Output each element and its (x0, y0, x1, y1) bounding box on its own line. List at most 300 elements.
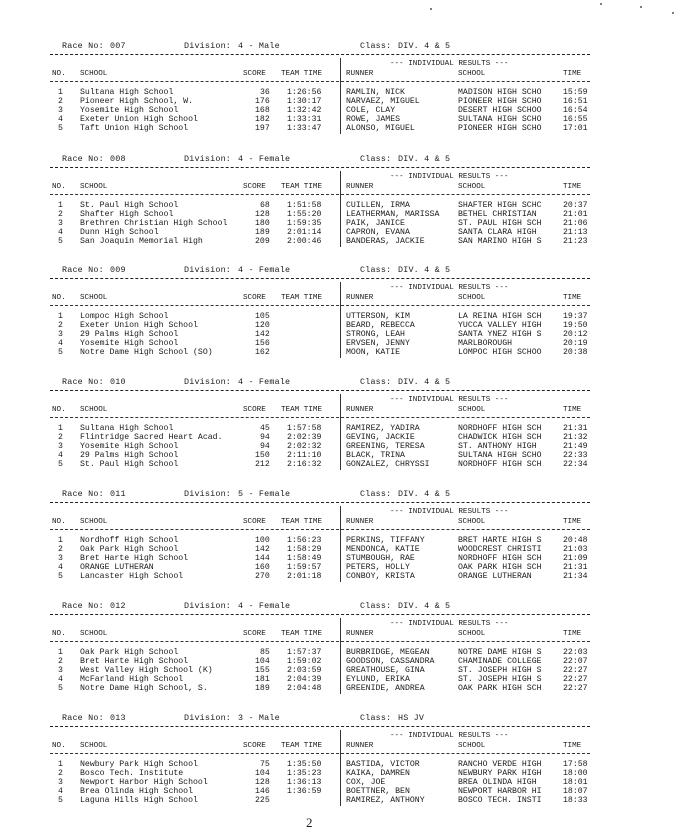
runner-school: NEWPORT HARBOR HI (458, 787, 542, 796)
col-team-time: TEAM TIME (281, 630, 323, 638)
col-runner-school: SCHOOL (458, 183, 486, 191)
col-runner-school: SCHOOL (458, 70, 486, 78)
team-time: 1:51:58 (287, 201, 322, 210)
race-no-label: Race No: (62, 489, 104, 499)
col-school: SCHOOL (80, 742, 108, 750)
score: 68 (260, 201, 270, 210)
place: 2 (58, 210, 63, 219)
score: 146 (255, 787, 270, 796)
division-label: Division: (184, 154, 232, 164)
place: 1 (58, 312, 63, 321)
runner-time: 20:12 (563, 330, 588, 339)
scan-speck (430, 8, 432, 10)
table-row (0, 545, 691, 554)
class-value: DIV. 4 & 5 (398, 154, 451, 164)
team-school: Notre Dame High School, S. (80, 684, 208, 693)
class-value: DIV. 4 & 5 (398, 377, 451, 387)
individual-results-title: --- INDIVIDUAL RESULTS --- (390, 508, 509, 516)
team-time: 2:03:59 (287, 666, 322, 675)
runner-time: 16:51 (563, 97, 588, 106)
score: 104 (255, 769, 270, 778)
class-label: Class: (360, 489, 392, 499)
runner: BANDERAS, JACKIE (346, 237, 425, 246)
team-school: Exeter Union High School (80, 115, 198, 124)
runner-school: YUCCA VALLEY HIGH (458, 321, 542, 330)
table-row (0, 787, 691, 796)
runner-time: 21:49 (563, 442, 588, 451)
col-time: TIME (563, 294, 582, 302)
place: 1 (58, 201, 63, 210)
place: 1 (58, 760, 63, 769)
place: 5 (58, 796, 63, 805)
class-label: Class: (360, 713, 392, 723)
score: 176 (255, 97, 270, 106)
runner-time: 22:27 (563, 675, 588, 684)
team-time: 1:58:29 (287, 545, 322, 554)
table-row (0, 666, 691, 675)
score: 156 (255, 339, 270, 348)
race-no-value: 011 (110, 489, 126, 499)
table-row (0, 769, 691, 778)
race-block (0, 40, 691, 150)
runner-time: 21:23 (563, 237, 588, 246)
place: 5 (58, 460, 63, 469)
col-score: SCORE (243, 406, 266, 414)
score: 270 (255, 572, 270, 581)
team-school: Lancaster High School (80, 572, 184, 581)
runner-school: LA REINA HIGH SCH (458, 312, 542, 321)
place: 4 (58, 563, 63, 572)
col-time: TIME (563, 630, 582, 638)
runner-time: 18:07 (563, 787, 588, 796)
race-no-value: 010 (110, 377, 126, 387)
runner: GREENING, TERESA (346, 442, 425, 451)
table-row (0, 433, 691, 442)
score: 225 (255, 796, 270, 805)
runner: MENDONCA, KATIE (346, 545, 420, 554)
runner-time: 21:32 (563, 433, 588, 442)
runner: CONBOY, KRISTA (346, 572, 415, 581)
runner: LEATHERMAN, MARISSA (346, 210, 440, 219)
runner-time: 18:01 (563, 778, 588, 787)
place: 2 (58, 97, 63, 106)
score: 142 (255, 545, 270, 554)
place: 4 (58, 228, 63, 237)
runner: PETERS, HOLLY (346, 563, 410, 572)
col-runner: RUNNER (346, 630, 374, 638)
divider (50, 529, 590, 530)
place: 4 (58, 115, 63, 124)
class-label: Class: (360, 377, 392, 387)
team-time: 1:59:35 (287, 219, 322, 228)
runner-time: 21:01 (563, 210, 588, 219)
team-time: 1:57:58 (287, 424, 322, 433)
runner-school: ST. PAUL HIGH SCH (458, 219, 542, 228)
table-row (0, 97, 691, 106)
runner-time: 21:31 (563, 563, 588, 572)
table-row (0, 760, 691, 769)
team-school: Newport Harbor High School (80, 778, 208, 787)
score: 45 (260, 424, 270, 433)
runner-school: BOSCO TECH. INSTI (458, 796, 542, 805)
team-school: Sultana High School (80, 424, 174, 433)
score: 144 (255, 554, 270, 563)
team-time: 2:01:18 (287, 572, 322, 581)
team-school: 29 Palms High School (80, 330, 179, 339)
runner: UTTERSON, KIM (346, 312, 410, 321)
table-row (0, 796, 691, 805)
runner: CUILLEN, IRMA (346, 201, 410, 210)
division-label: Division: (184, 377, 232, 387)
individual-results-title: --- INDIVIDUAL RESULTS --- (390, 284, 509, 292)
table-row (0, 115, 691, 124)
team-time: 1:59:57 (287, 563, 322, 572)
score: 209 (255, 237, 270, 246)
table-row (0, 219, 691, 228)
score: 94 (260, 442, 270, 451)
place: 3 (58, 330, 63, 339)
scan-speck (672, 12, 674, 14)
runner: RAMIREZ, YADIRA (346, 424, 420, 433)
runner-school: SULTANA HIGH SCHO (458, 451, 542, 460)
place: 5 (58, 237, 63, 246)
place: 2 (58, 769, 63, 778)
runner-time: 20:48 (563, 536, 588, 545)
team-school: ORANGE LUTHERAN (80, 563, 154, 572)
col-score: SCORE (243, 630, 266, 638)
runner-time: 20:37 (563, 201, 588, 210)
col-runner-school: SCHOOL (458, 406, 486, 414)
col-runner: RUNNER (346, 406, 374, 414)
table-row (0, 228, 691, 237)
runner-school: BREA OLINDA HIGH (458, 778, 537, 787)
team-time: 2:11:10 (287, 451, 322, 460)
table-row (0, 451, 691, 460)
team-time: 2:16:32 (287, 460, 322, 469)
score: 182 (255, 115, 270, 124)
divider (50, 417, 590, 418)
runner: ALONSO, MIGUEL (346, 124, 415, 133)
division-label: Division: (184, 489, 232, 499)
score: 75 (260, 760, 270, 769)
team-time: 1:36:59 (287, 787, 322, 796)
class-value: DIV. 4 & 5 (398, 601, 451, 611)
runner-time: 21:31 (563, 424, 588, 433)
table-row (0, 210, 691, 219)
runner: ERVSEN, JENNY (346, 339, 410, 348)
place: 3 (58, 666, 63, 675)
team-time: 2:02:32 (287, 442, 322, 451)
col-no: NO. (52, 518, 66, 526)
team-school: Flintridge Sacred Heart Acad. (80, 433, 223, 442)
team-school: St. Paul High School (80, 460, 179, 469)
runner-time: 20:19 (563, 339, 588, 348)
table-row (0, 321, 691, 330)
team-time: 1:30:17 (287, 97, 322, 106)
divider (50, 390, 590, 391)
divider (50, 278, 590, 279)
runner-school: LOMPOC HIGH SCHOO (458, 348, 542, 357)
runner-school: NORDHOFF HIGH SCH (458, 554, 542, 563)
col-runner: RUNNER (346, 518, 374, 526)
score: 100 (255, 536, 270, 545)
team-time: 1:35:50 (287, 760, 322, 769)
score: 181 (255, 675, 270, 684)
division-label: Division: (184, 601, 232, 611)
team-school: Pioneer High School, W. (80, 97, 194, 106)
col-runner: RUNNER (346, 294, 374, 302)
team-time: 1:33:47 (287, 124, 322, 133)
divider (50, 167, 590, 168)
col-score: SCORE (243, 742, 266, 750)
table-row (0, 237, 691, 246)
runner: COX, JOE (346, 778, 386, 787)
team-school: Taft Union High School (80, 124, 189, 133)
score: 197 (255, 124, 270, 133)
division-label: Division: (184, 265, 232, 275)
score: 104 (255, 657, 270, 666)
team-school: Newbury Park High School (80, 760, 198, 769)
place: 4 (58, 451, 63, 460)
runner: PERKINS, TIFFANY (346, 536, 425, 545)
divider (50, 641, 590, 642)
class-value: DIV. 4 & 5 (398, 265, 451, 275)
score: 160 (255, 563, 270, 572)
team-time: 1:33:31 (287, 115, 322, 124)
col-no: NO. (52, 183, 66, 191)
table-row (0, 684, 691, 693)
runner: STRONG, LEAH (346, 330, 405, 339)
col-no: NO. (52, 742, 66, 750)
runner-time: 19:50 (563, 321, 588, 330)
runner: BLACK, TRINA (346, 451, 405, 460)
runner: COLE, CLAY (346, 106, 396, 115)
team-time: 2:04:48 (287, 684, 322, 693)
runner: RAMIREZ, ANTHONY (346, 796, 425, 805)
runner: STUMBOUGH, RAE (346, 554, 415, 563)
col-school: SCHOOL (80, 518, 108, 526)
race-block (0, 376, 691, 486)
individual-results-title: --- INDIVIDUAL RESULTS --- (390, 60, 509, 68)
col-team-time: TEAM TIME (281, 70, 323, 78)
col-no: NO. (52, 294, 66, 302)
runner-school: BRET HARTE HIGH S (458, 536, 542, 545)
table-row (0, 778, 691, 787)
divider (50, 502, 590, 503)
score: 36 (260, 88, 270, 97)
race-block (0, 488, 691, 598)
divider (50, 194, 590, 195)
col-time: TIME (563, 518, 582, 526)
score: 105 (255, 312, 270, 321)
table-row (0, 312, 691, 321)
runner-school: CHAMINADE COLLEGE (458, 657, 542, 666)
race-no-value: 012 (110, 601, 126, 611)
score: 212 (255, 460, 270, 469)
col-no: NO. (52, 630, 66, 638)
col-runner: RUNNER (346, 70, 374, 78)
col-time: TIME (563, 406, 582, 414)
col-team-time: TEAM TIME (281, 742, 323, 750)
col-team-time: TEAM TIME (281, 406, 323, 414)
place: 1 (58, 424, 63, 433)
col-runner-school: SCHOOL (458, 630, 486, 638)
team-school: McFarland High School (80, 675, 184, 684)
runner-time: 21:13 (563, 228, 588, 237)
runner-time: 17:58 (563, 760, 588, 769)
runner-time: 15:59 (563, 88, 588, 97)
division-label: Division: (184, 713, 232, 723)
place: 4 (58, 787, 63, 796)
divider (50, 614, 590, 615)
runner: ROWE, JAMES (346, 115, 401, 124)
col-runner: RUNNER (346, 183, 374, 191)
runner-time: 21:06 (563, 219, 588, 228)
place: 1 (58, 648, 63, 657)
team-time: 2:02:39 (287, 433, 322, 442)
team-school: Lompoc High School (80, 312, 169, 321)
score: 180 (255, 219, 270, 228)
runner-time: 22:27 (563, 684, 588, 693)
class-value: DIV. 4 & 5 (398, 489, 451, 499)
team-school: Dunn High School (80, 228, 159, 237)
col-team-time: TEAM TIME (281, 183, 323, 191)
team-time: 1:32:42 (287, 106, 322, 115)
runner-time: 20:38 (563, 348, 588, 357)
table-row (0, 348, 691, 357)
divider (50, 81, 590, 82)
runner-school: NORDHOFF HIGH SCH (458, 424, 542, 433)
runner: EYLUND, ERIKA (346, 675, 410, 684)
team-time: 1:57:37 (287, 648, 322, 657)
runner-time: 18:00 (563, 769, 588, 778)
team-school: Exeter Union High School (80, 321, 198, 330)
col-school: SCHOOL (80, 183, 108, 191)
team-school: Shafter High School (80, 210, 174, 219)
place: 2 (58, 657, 63, 666)
table-row (0, 106, 691, 115)
col-school: SCHOOL (80, 294, 108, 302)
place: 5 (58, 572, 63, 581)
col-school: SCHOOL (80, 70, 108, 78)
score: 94 (260, 433, 270, 442)
team-time: 1:26:56 (287, 88, 322, 97)
race-block (0, 153, 691, 263)
runner-school: DESERT HIGH SCHOO (458, 106, 542, 115)
team-school: Yosemite High School (80, 106, 179, 115)
team-school: West Valley High School (K) (80, 666, 213, 675)
runner-school: NEWBURY PARK HIGH (458, 769, 542, 778)
team-time: 1:59:02 (287, 657, 322, 666)
runner: BASTIDA, VICTOR (346, 760, 420, 769)
score: 128 (255, 210, 270, 219)
runner: GEVING, JACKIE (346, 433, 415, 442)
col-team-time: TEAM TIME (281, 518, 323, 526)
runner: CAPRON, EVANA (346, 228, 410, 237)
division-value: 4 - Female (238, 377, 291, 387)
runner-school: SULTANA HIGH SCHO (458, 115, 542, 124)
runner-time: 22:34 (563, 460, 588, 469)
runner-school: RANCHO VERDE HIGH (458, 760, 542, 769)
table-row (0, 124, 691, 133)
divider (50, 305, 590, 306)
race-no-label: Race No: (62, 154, 104, 164)
runner: PAIK, JANICE (346, 219, 405, 228)
divider (50, 753, 590, 754)
place: 5 (58, 348, 63, 357)
division-value: 4 - Female (238, 601, 291, 611)
runner: BEARD, REBECCA (346, 321, 415, 330)
runner-time: 22:03 (563, 648, 588, 657)
race-no-label: Race No: (62, 41, 104, 51)
place: 4 (58, 675, 63, 684)
runner-time: 21:34 (563, 572, 588, 581)
team-school: 29 Palms High School (80, 451, 179, 460)
runner-school: NOTRE DAME HIGH S (458, 648, 542, 657)
team-school: Yosemite High School (80, 339, 179, 348)
table-row (0, 572, 691, 581)
division-value: 4 - Female (238, 265, 291, 275)
race-no-label: Race No: (62, 265, 104, 275)
team-school: Notre Dame High School (SO) (80, 348, 213, 357)
team-school: Oak Park High School (80, 648, 179, 657)
team-school: Yosemite High School (80, 442, 179, 451)
score: 85 (260, 648, 270, 657)
table-row (0, 554, 691, 563)
table-row (0, 88, 691, 97)
runner-school: WOODCREST CHRISTI (458, 545, 542, 554)
place: 1 (58, 536, 63, 545)
runner-time: 18:33 (563, 796, 588, 805)
col-score: SCORE (243, 183, 266, 191)
division-value: 4 - Male (238, 41, 280, 51)
runner-school: OAK PARK HIGH SCH (458, 563, 542, 572)
page-number: 2 (306, 815, 313, 830)
runner: BURBRIDGE, MEGEAN (346, 648, 430, 657)
runner-school: PIONEER HIGH SCHO (458, 97, 542, 106)
runner-school: ST. JOSEPH HIGH S (458, 666, 542, 675)
score: 162 (255, 348, 270, 357)
runner: NARVAEZ, MIGUEL (346, 97, 420, 106)
table-row (0, 563, 691, 572)
col-no: NO. (52, 406, 66, 414)
runner-school: SANTA YNEZ HIGH S (458, 330, 542, 339)
individual-results-title: --- INDIVIDUAL RESULTS --- (390, 396, 509, 404)
team-time: 2:04:39 (287, 675, 322, 684)
runner-school: ST. ANTHONY HIGH (458, 442, 537, 451)
team-school: Brethren Christian High School (80, 219, 228, 228)
place: 2 (58, 545, 63, 554)
col-runner: RUNNER (346, 742, 374, 750)
runner-time: 19:37 (563, 312, 588, 321)
col-runner-school: SCHOOL (458, 294, 486, 302)
runner-school: CHADWICK HIGH SCH (458, 433, 542, 442)
col-school: SCHOOL (80, 406, 108, 414)
col-score: SCORE (243, 70, 266, 78)
place: 4 (58, 339, 63, 348)
score: 120 (255, 321, 270, 330)
col-runner-school: SCHOOL (458, 518, 486, 526)
division-value: 5 - Female (238, 489, 291, 499)
divider (50, 54, 590, 55)
place: 3 (58, 442, 63, 451)
runner-school: MADISON HIGH SCHO (458, 88, 542, 97)
team-school: Nordhoff High School (80, 536, 179, 545)
runner-time: 22:27 (563, 666, 588, 675)
runner-school: ORANGE LUTHERAN (458, 572, 532, 581)
table-row (0, 536, 691, 545)
race-no-label: Race No: (62, 601, 104, 611)
